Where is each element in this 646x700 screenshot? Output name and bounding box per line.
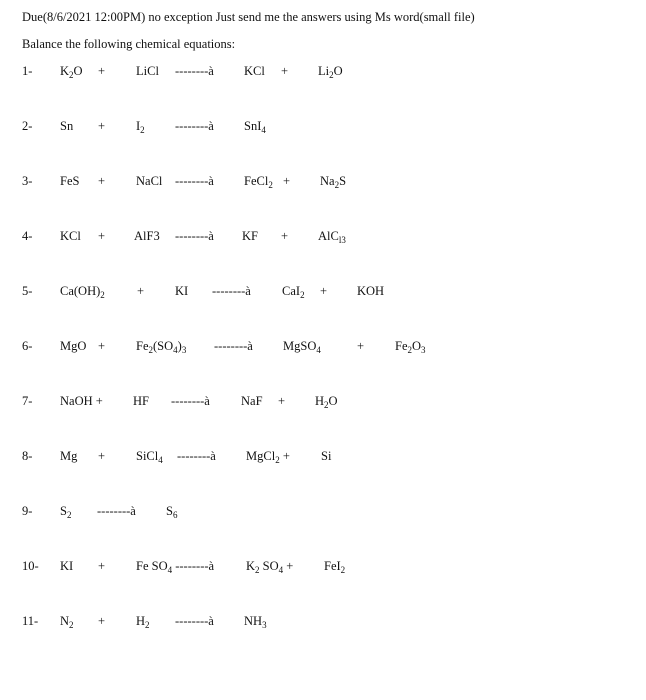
equation-term: $S_2$ xyxy=(60,504,72,520)
equation-term: --------à xyxy=(175,229,214,243)
equation-term: KI xyxy=(60,559,74,573)
equation-term: $H_2$ xyxy=(136,614,150,630)
equation-row xyxy=(0,614,646,634)
equation-row xyxy=(0,504,646,524)
equation-term: FeI$_2$ xyxy=(324,559,346,575)
equation-term: $K_2O$ xyxy=(60,64,83,80)
equation-number: 2- xyxy=(22,119,33,133)
equation-number: 6- xyxy=(22,339,33,353)
equation-term: + xyxy=(98,614,106,628)
equation-term: + xyxy=(98,174,106,188)
equation-term: $I_2$ xyxy=(136,119,145,135)
equation-term: + xyxy=(98,559,106,573)
equation-term: Sn xyxy=(60,119,74,133)
equation-term: --------à xyxy=(175,614,214,628)
equation-term: $Fe_2(SO_4)_3$ xyxy=(136,339,187,355)
equation-term: KI xyxy=(175,284,189,298)
equation-row xyxy=(0,449,646,469)
equation-term: $Na_2S$ xyxy=(320,174,347,190)
equation-term: $Li_2O$ xyxy=(318,64,343,80)
equation-term: KCl xyxy=(244,64,265,78)
equation-term: + xyxy=(281,64,289,78)
equation-row xyxy=(0,174,646,194)
equation-row xyxy=(0,394,646,414)
equation-term: Si xyxy=(321,449,332,463)
equation-term: MgCl$_2$ + xyxy=(246,449,290,465)
equation-term: $N_2$ xyxy=(60,614,74,630)
equation-term: --------à xyxy=(175,64,214,78)
equation-term: + xyxy=(98,449,106,463)
equation-term: + xyxy=(98,64,106,78)
equation-term: HF xyxy=(133,394,149,408)
equation-term: + xyxy=(278,394,286,408)
equation-number: 10- xyxy=(22,559,39,573)
equation-row xyxy=(0,119,646,139)
instructions-heading: Balance the following chemical equations: xyxy=(22,37,236,51)
equation-term: NaOH + xyxy=(60,394,103,408)
equation-number: 11- xyxy=(22,614,39,628)
equation-row xyxy=(0,229,646,249)
equation-number: 3- xyxy=(22,174,33,188)
equation-term: --------à xyxy=(175,174,214,188)
equation-term: LiCl xyxy=(136,64,159,78)
equation-term: KCl xyxy=(60,229,81,243)
equation-term: MgO xyxy=(60,339,87,353)
equation-term: SiCl$_4$ xyxy=(136,449,163,465)
equation-number: 7- xyxy=(22,394,33,408)
equation-term: + xyxy=(98,339,106,353)
equation-term: SnI$_4$ xyxy=(244,119,266,135)
equation-term: NaCl xyxy=(136,174,163,188)
equation-term: + xyxy=(320,284,328,298)
equation-term: --------à xyxy=(171,394,210,408)
equation-term: $NH_3$ xyxy=(244,614,267,630)
equation-row xyxy=(0,284,646,304)
equation-term: $H_2O$ xyxy=(315,394,338,410)
equation-term: + xyxy=(98,119,106,133)
equation-number: 1- xyxy=(22,64,33,78)
equation-term: --------à xyxy=(214,339,253,353)
equation-number: 9- xyxy=(22,504,33,518)
due-note: Due(8/6/2021 12:00PM) no exception Just send me the answers using Ms word(small file) xyxy=(22,10,475,24)
equation-number: 8- xyxy=(22,449,33,463)
equation-term: + xyxy=(357,339,365,353)
equation-term: NaF xyxy=(241,394,263,408)
equation-term: CaI$_2$ xyxy=(282,284,305,300)
equation-term: + xyxy=(137,284,145,298)
equation-term: Fe $SO_4$ --------à xyxy=(136,559,215,575)
equation-term: --------à xyxy=(212,284,251,298)
equation-term: FeCl$_2$ xyxy=(244,174,273,190)
equation-term: MgSO$_4$ xyxy=(283,339,321,355)
equation-row xyxy=(0,559,646,579)
equation-term: $Fe_2O_3$ xyxy=(395,339,426,355)
equation-number: 4- xyxy=(22,229,33,243)
equation-term: KOH xyxy=(357,284,385,298)
equation-term: + xyxy=(98,229,106,243)
equation-term: $K_2$ $SO_4$ + xyxy=(246,559,294,575)
equation-term: --------à xyxy=(175,119,214,133)
equation-term: --------à xyxy=(177,449,216,463)
equation-number: 5- xyxy=(22,284,33,298)
equation-row xyxy=(0,339,646,359)
equation-term: + xyxy=(281,229,289,243)
equation-term: --------à xyxy=(97,504,136,518)
equation-term: FeS xyxy=(60,174,80,188)
equation-term: KF xyxy=(242,229,258,243)
equation-row xyxy=(0,64,646,84)
equation-term: + xyxy=(283,174,291,188)
equation-term: Mg xyxy=(60,449,78,463)
equation-term: $Ca(OH)_2$ xyxy=(60,284,105,300)
equation-term: AlF3 xyxy=(134,229,160,243)
equation-term: $S_6$ xyxy=(166,504,178,520)
equation-term: AlC$_{l3}$ xyxy=(318,229,346,245)
